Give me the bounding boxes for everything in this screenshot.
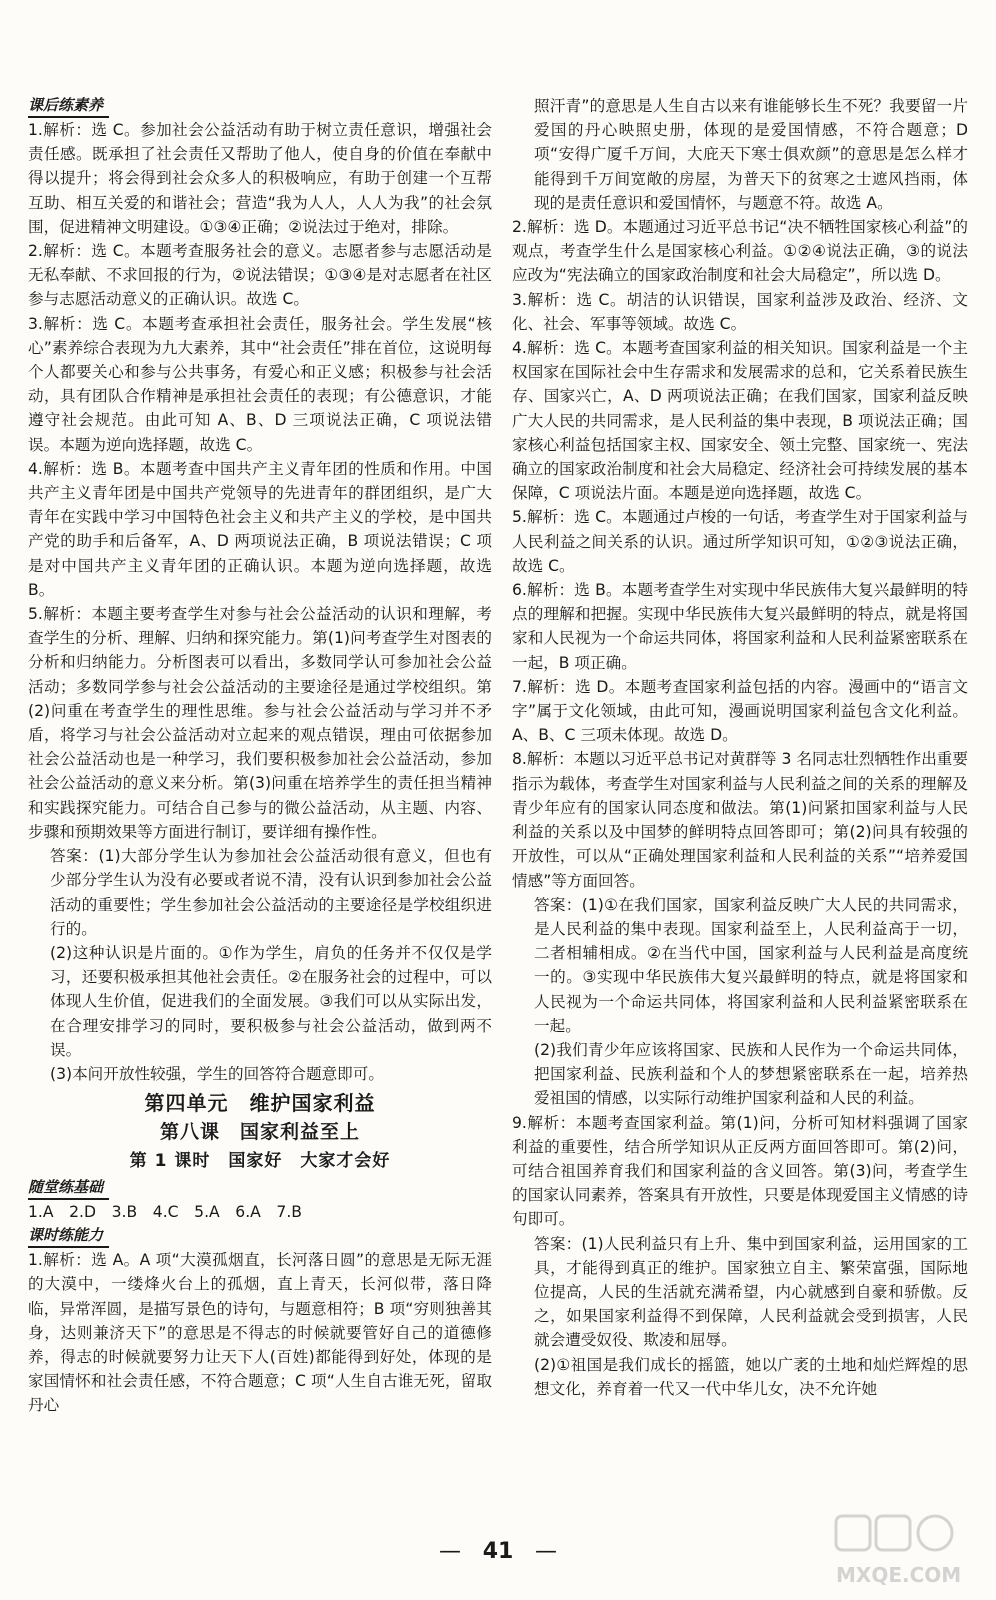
answer-c9-part2: (2)①祖国是我们成长的摇篮，她以广袤的土地和灿烂辉煌的思想文化，养育着一代又一代中华儿女，决不允许她 — [534, 1355, 968, 1398]
answer-c1: 1.解析：选 A。A 项“大漠孤烟直，长河落日圆”的意思是无际无涯的大漠中，一缕烽火台上的孤烟，直上青天，长河似带，落日降临，异常浑圆，是描写景色的诗句，与题意相符；B 项“穷则独善其身，达则兼济天下”的意思是不得志的时候就要管好自己的道德修养，得志的时候就要努力让天下人(百姓)都能得到好处，体现的是家国情怀和社会责任感，不符合题意；C 项“人生自古谁无死，留取丹心 — [28, 1251, 492, 1415]
answer-c8-part2: (2)我们青少年应该将国家、民族和人民作为一个命运共同体，把国家利益、民族利益和个人的梦想紧密联系在一起，培养热爱祖国的情感，以实际行动维护国家利益和人民的利益。 — [534, 1040, 968, 1108]
unit-title: 第四单元 维护国家利益 — [144, 1091, 376, 1116]
answer-q2: 2.解析：选 C。本题考查服务社会的意义。志愿者参与志愿活动是无私奉献、不求回报的行为，②说法错误；①③④是对志愿者在社区参与志愿活动意义的正确认识。故选 C。 — [28, 242, 492, 309]
lesson-title: 第八课 国家利益至上 — [159, 1121, 360, 1144]
answer-c3: 3.解析：选 C。胡洁的认识错误，国家利益涉及政治、经济、文化、社会、军事等领域。故选 C。 — [512, 290, 968, 333]
section-title-after-class: 课后练素养 — [28, 94, 109, 118]
answer-q4: 4.解析：选 B。本题考查中国共产主义青年团的性质和作用。中国共产主义青年团是中国共产党领导的先进青年的群团组织，是广大青年在实践中学习中国特色社会主义和共产主义的学校，是中国共产党的助手和后备军，A、D 两项说法正确，B 项说法错误；C 项是对中国共产主义青年团的正确认识。本题为逆向选择题，故选 B。 — [28, 459, 492, 599]
section-title-ability: 课时练能力 — [28, 1224, 109, 1248]
quick-answers: 1.A 2.D 3.B 4.C 5.A 6.A 7.B — [28, 1203, 303, 1222]
left-column — [28, 94, 492, 1418]
answer-c5: 5.解析：选 C。本题通过卢梭的一句话，考查学生对于国家利益与人民利益之间关系的认识。通过所学知识可知，①②③说法正确，故选 C。 — [512, 508, 968, 575]
answer-q5-part1: 答案：(1)大部分学生认为参加社会公益活动很有意义，但也有少部分学生认为没有必要或者说不清，没有认识到参加社会公益活动的重要性；学生参加社会公益活动的主要途径是学校组织进行的。 — [50, 847, 492, 938]
watermark-text: MXQE.COM — [836, 1563, 962, 1587]
footer-dash-left: — — [439, 1539, 462, 1564]
answer-q5: 5.解析：本题主要考查学生对参与社会公益活动的认识和理解，考查学生的分析、理解、归纳和探究能力。第(1)问考查学生对图表的分析和归纳能力。分析图表可以看出，多数同学认可参加社会公益活动；多数同学参与社会公益活动的主要途径是通过学校组织。第(2)问重在考查学生的理性思维。参与社会公益活动与学习并不矛盾，将学习与社会公益活动对立起来的观点错误，理由可依据参加社会公益活动也是一种学习，我们要积极参加社会公益活动，参加社会公益活动的意义来分析。第(3)问重在培养学生的责任担当精神和实践探究能力。可结合自己参与的微公益活动，从主题、内容、步骤和预期效果等方面进行制订，要详细有操作性。 — [28, 605, 492, 841]
answer-c9: 9.解析：本题考查国家利益。第(1)问，分析可知材料强调了国家利益的重要性，结合所学知识从正反两方面回答即可。第(2)问，可结合祖国养育我们和国家利益的含义回答。第(3)问，考查学生的国家认同素养，答案具有开放性，只要是体现爱国主义情感的诗句即可。 — [512, 1113, 968, 1229]
answer-c8-part1: 答案：(1)①在我们国家，国家利益反映广大人民的共同需求，是人民利益的集中表现。国家利益至上，人民利益高于一切，二者相辅相成。②在当代中国，国家利益与人民利益是高度统一的。③实现中华民族伟大复兴最鲜明的特点，就是将国家和人民视为一个命运共同体，将国家利益和人民利益紧密联系在一起。 — [534, 895, 968, 1035]
answer-c4: 4.解析：选 C。本题考查国家利益的相关知识。国家利益是一个主权国家在国际社会中生存需求和发展需求的总和，它关系着民族生存、国家兴亡，A、D 两项说法正确；在我们国家，国家利益反映广大人民的共同需求，是人民利益的集中表现，B 项说法正确；国家核心利益包括国家主权、国家安全、领土完整、国家统一、宪法确立的国家政治制度和社会大局稳定、经济社会可持续发展的基本保障，C 项说法片面。本题是逆向选择题，故选 C。 — [512, 339, 968, 503]
footer-dash-right: — — [534, 1539, 557, 1564]
section-title-in-class: 随堂练基础 — [28, 1176, 109, 1200]
answer-q3: 3.解析：选 C。本题考查承担社会责任，服务社会。学生发展“核心”素养综合表现为九大素养，其中“社会责任”排在首位，这说明每个人都要关心和参与公共事务，有爱心和正义感；积极参与社会活动，具有团队合作精神是承担社会责任的表现；有公德意识，才能遵守社会规范。由此可知 A、B、D 三项说法正确，C 项说法错误。本题为逆向选择题，故选 C。 — [28, 314, 492, 454]
right-column — [512, 94, 968, 1401]
watermark-logo-icon — [832, 1512, 982, 1590]
answer-c1-continued: 照汗青”的意思是人生自古以来有谁能够长生不死？我要留一片爱国的丹心映照史册，体现的是爱国情感，不符合题意；D 项“安得广厦千万间，大庇天下寒士俱欢颜”的意思是怎么样才能得到千万间宽敞的房屋，为普天下的贫寒之士遮风挡雨，体现的是责任意识和爱国情怀，与题意不符。故选 A。 — [534, 97, 968, 212]
answer-c7: 7.解析：选 D。本题考查国家利益包括的内容。漫画中的“语言文字”属于文化领域，由此可知，漫画说明国家利益包含文化利益。A、B、C 三项未体现。故选 D。 — [512, 677, 968, 745]
page-number: 41 — [482, 1539, 514, 1564]
period-title: 第 1 课时 国家好 大家才会好 — [129, 1151, 391, 1172]
answer-c9-part1: 答案：(1)人民利益只有上升、集中到国家利益，运用国家的工具，才能得到真正的维护。国家独立自主、繁荣富强，国际地位提高，人民的生活就充满希望，内心就感到自豪和骄傲。反之，如果国家利益得不到保障，人民利益就会受到损害，人民就会遭受奴役、欺凌和屈辱。 — [534, 1234, 968, 1350]
answer-c8: 8.解析：本题以习近平总书记对黄群等 3 名同志壮烈牺牲作出重要指示为载体，考查学生对国家利益与人民利益之间的关系的理解及青少年应有的国家认同态度和做法。第(1)问紧扣国家利益与人民利益的关系以及中国梦的鲜明特点回答即可；第(2)问具有较强的开放性，可以从“正确处理国家利益和人民利益的关系”“培养爱国情感”等方面回答。 — [512, 750, 968, 890]
answer-c2: 2.解析：选 D。本题通过习近平总书记“决不牺牲国家核心利益”的观点，考查学生什么是国家核心利益。①②④说法正确，③的说法应改为“宪法确立的国家政治制度和社会大局稳定”，所以选 D。 — [512, 218, 968, 285]
answer-c6: 6.解析：选 B。本题考查学生对实现中华民族伟大复兴最鲜明的特点的理解和把握。实现中华民族伟大复兴最鲜明的特点，就是将国家和人民视为一个命运共同体，将国家利益和人民利益紧密联系在一起，B 项正确。 — [512, 581, 968, 672]
answer-q5-part3: (3)本问开放性较强，学生的回答符合题意即可。 — [50, 1064, 384, 1083]
answer-q5-part2: (2)这种认识是片面的。①作为学生，肩负的任务并不仅仅是学习，还要积极承担其他社会责任。②在服务社会的过程中，可以体现人生价值，促进我们的全面发展。③我们可以从实际出发，在合理安排学习的同时，要积极参与社会公益活动，做到两不误。 — [50, 943, 492, 1059]
answer-q1: 1.解析：选 C。参加社会公益活动有助于树立责任意识，增强社会责任感。既承担了社会责任又帮助了他人，使自身的价值在奉献中得以提升；将会得到社会众多人的积极响应，有助于创建一个互帮互助、相互关爱的和谐社会；营造“我为人人，人人为我”的社会氛围，促进精神文明建设。①③④正确；②说法过于绝对，排除。 — [28, 121, 492, 236]
